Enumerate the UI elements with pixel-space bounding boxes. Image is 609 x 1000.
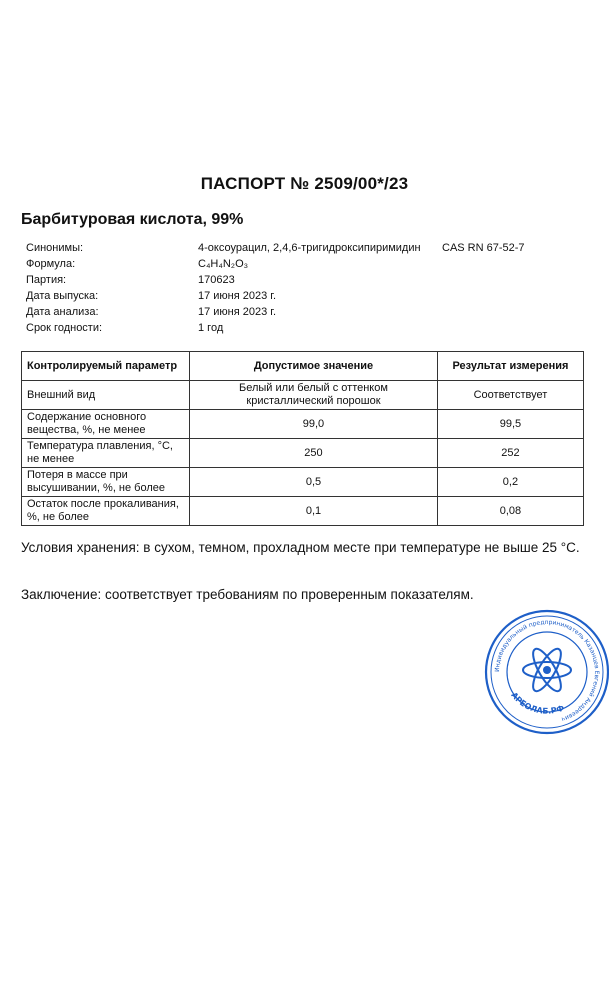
result-cell: Соответствует bbox=[437, 381, 583, 410]
info-row-formula bbox=[26, 256, 586, 272]
info-row-synonyms bbox=[26, 240, 586, 256]
shelf-life-value: 1 год bbox=[198, 322, 224, 334]
table-row bbox=[22, 381, 584, 410]
parameter-cell: Потеря в массе при высушивании, %, не более bbox=[22, 468, 190, 497]
table-row bbox=[22, 468, 584, 497]
allowed-value-cell: 0,1 bbox=[190, 497, 438, 526]
release-date-value: 17 июня 2023 г. bbox=[198, 290, 277, 302]
analysis-date-value: 17 июня 2023 г. bbox=[198, 306, 277, 318]
table-row bbox=[22, 497, 584, 526]
column-header-result: Результат измерения bbox=[437, 352, 583, 381]
seal-outer-text: Индивидуальный предприниматель Казанцев Евгений Андреевич bbox=[493, 618, 601, 723]
result-cell: 99,5 bbox=[437, 410, 583, 439]
info-row-analysis bbox=[26, 304, 586, 320]
specification-table bbox=[21, 351, 584, 526]
release-date-label: Дата выпуска: bbox=[26, 290, 99, 302]
info-row-shelf-life bbox=[26, 320, 586, 336]
allowed-value-cell: 99,0 bbox=[190, 410, 438, 439]
column-header-parameter: Контролируемый параметр bbox=[22, 352, 190, 381]
table-header-row bbox=[22, 352, 584, 381]
info-row-batch bbox=[26, 272, 586, 288]
synonyms-label: Синонимы: bbox=[26, 242, 84, 254]
result-cell: 252 bbox=[437, 439, 583, 468]
info-row-release bbox=[26, 288, 586, 304]
analysis-date-label: Дата анализа: bbox=[26, 306, 99, 318]
allowed-value-cell: 0,5 bbox=[190, 468, 438, 497]
svg-text:АРЕОЛАБ.РФ bbox=[509, 691, 565, 716]
parameter-cell: Внешний вид bbox=[22, 381, 190, 410]
column-header-allowed: Допустимое значение bbox=[190, 352, 438, 381]
shelf-life-label: Срок годности: bbox=[26, 322, 103, 334]
parameter-cell: Содержание основного вещества, %, не менее bbox=[22, 410, 190, 439]
synonyms-value: 4-оксоурацил, 2,4,6-тригидроксипиримидин bbox=[198, 242, 421, 254]
allowed-value-cell: Белый или белый с оттенком кристаллический порошок bbox=[190, 381, 438, 410]
table-row bbox=[22, 410, 584, 439]
table-row bbox=[22, 439, 584, 468]
allowed-value-cell: 250 bbox=[190, 439, 438, 468]
parameter-cell: Температура плавления, °С, не менее bbox=[22, 439, 190, 468]
product-name: Барбитуровая кислота, 99% bbox=[21, 211, 244, 228]
formula-value: C₄H₄N₂O₃ bbox=[198, 258, 249, 270]
document-title: ПАСПОРТ № 2509/00*/23 bbox=[200, 174, 409, 193]
storage-conditions: Условия хранения: в сухом, темном, прохладном месте при температуре не выше 25 °С. bbox=[21, 540, 580, 555]
result-cell: 0,2 bbox=[437, 468, 583, 497]
parameter-cell: Остаток после прокаливания, %, не более bbox=[22, 497, 190, 526]
company-seal-icon bbox=[483, 608, 609, 736]
cas-number: CAS RN 67-52-7 bbox=[442, 242, 525, 254]
batch-label: Партия: bbox=[26, 274, 67, 286]
product-info bbox=[26, 240, 586, 336]
batch-value: 170623 bbox=[198, 274, 235, 286]
seal-brand-text: АРЕОЛАБ.РФ bbox=[509, 690, 566, 716]
formula-label: Формула: bbox=[26, 258, 76, 270]
result-cell: 0,08 bbox=[437, 497, 583, 526]
conclusion: Заключение: соответствует требованиям по проверенным показателям. bbox=[21, 587, 474, 602]
